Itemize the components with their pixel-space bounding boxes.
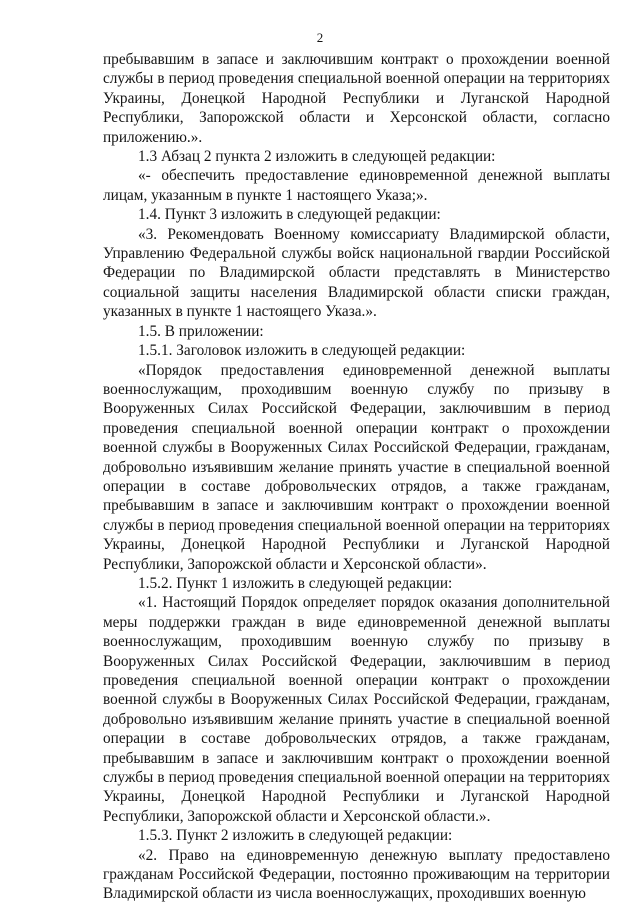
paragraph: «1. Настоящий Порядок определяет порядок оказания дополнительной меры поддержки граждан в виде единовременной денежной выплаты военнослужащим, проходившим военную службу по призыву в Вооруженных Силах Российской Федерации, заключившим в период проведения специальной военной операции контракт о прохождении военной службы в Вооруженных Силах Российской Федерации, гражданам, добровольно изъявившим желание принять участие в специальной военной операции в составе добровольческих отрядов, а также гражданам, пребывавшим в запасе и заключившим контракт о прохождении военной службы в период проведения специальной военной операции на территориях Украины, Донецкой Народной Республики и Луганской Народной Республики, Запорожской области и Херсонской области.». [103,594,610,825]
paragraph: 1.4. Пункт 3 изложить в следующей редакции: [138,206,441,224]
paragraph: «- обеспечить предоставление единовременной денежной выплаты лицам, указанным в пункте 1 настоящего Указа;». [103,167,610,204]
document-body [103,50,610,904]
paragraph: пребывавшим в запасе и заключившим контракт о прохождении военной службы в период проведения специальной военной операции на территориях Украины, Донецкой Народной Республики и Луганской Народной Республики, Запорожской области и Херсонской области, согласно приложению.». [103,51,610,146]
paragraph: 1.3 Абзац 2 пункта 2 изложить в следующей редакции: [138,148,496,166]
paragraph: «2. Право на единовременную денежную выплату предоставлено гражданам Российской Федерации, постоянно проживающим на территории Владимирской области из числа военнослужащих, проходивших военную [103,846,610,903]
paragraph: 1.5.3. Пункт 2 изложить в следующей редакции: [138,827,453,845]
paragraph: «3. Рекомендовать Военному комиссариату Владимирской области, Управлению Федеральной службы войск национальной гвардии Российской Федерации по Владимирской области представлять в Министерство социальной защиты населения Владимирской области списки граждан, указанных в пункте 1 настоящего Указа.». [103,225,610,321]
paragraph: 1.5.2. Пункт 1 изложить в следующей редакции: [138,574,453,592]
page-number: 2 [316,30,324,45]
paragraph: 1.5. В приложении: [138,322,264,340]
paragraph: 1.5.1. Заголовок изложить в следующей редакции: [138,342,466,360]
paragraph: «Порядок предоставления единовременной денежной выплаты военнослужащим, проходившим военную службу по призыву в Вооруженных Силах Российской Федерации, заключившим в период проведения специальной военной операции контракт о прохождении военной службы в Вооруженных Силах Российской Федерации, гражданам, добровольно изъявившим желание принять участие в специальной военной операции в составе добровольческих отрядов, а также гражданам, пребывавшим в запасе и заключившим контракт о прохождении военной службы в период проведения специальной военной операции на территориях Украины, Донецкой Народной Республики и Луганской Народной Республики, Запорожской области и Херсонской области». [103,361,610,573]
